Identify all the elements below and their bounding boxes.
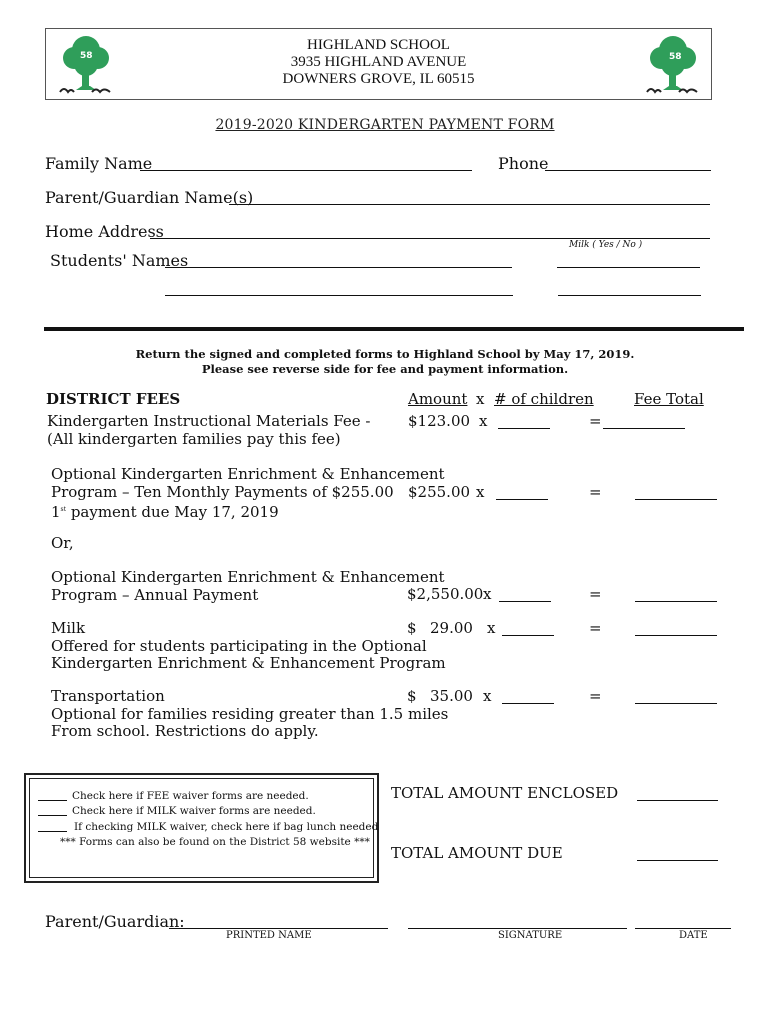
phone-field[interactable] [545,170,711,171]
enrichment-annual-total-field[interactable] [635,601,717,602]
instructional-fee-amount: $123.00 [408,412,471,430]
date-field[interactable] [635,928,731,929]
students-names-label: Students' Names [50,251,189,270]
signature-caption: SIGNATURE [498,930,563,941]
enrichment-monthly-description [51,466,445,522]
parent-guardian-signature-label: Parent/Guardian: [45,912,185,931]
milk-total-field[interactable] [635,635,717,636]
total-enclosed-label: TOTAL AMOUNT ENCLOSED [391,784,619,802]
fee-waiver-checkbox[interactable] [38,800,67,801]
milk-dollar-sign: $ [407,619,417,637]
tree-logo-icon [645,32,701,98]
enrichment-annual-children-field[interactable] [499,601,551,602]
student-name-field-2[interactable] [165,295,513,296]
milk-yes-no-note: Milk ( Yes / No ) [569,240,643,250]
district-website-note: *** Forms can also be found on the District 58 website *** [60,836,370,848]
school-city: DOWNERS GROVE, IL 60515 [282,71,475,87]
enrichment-annual-amount: $2,550.00 [407,585,484,603]
instructional-fee-line2: (All kindergarten families pay this fee) [47,429,341,448]
enrichment-monthly-line2: Program – Ten Monthly Payments of $255.00 [51,482,394,501]
district-fees-heading: DISTRICT FEES [46,390,181,408]
enrichment-annual-description [51,569,445,604]
school-logo-left [58,32,114,98]
enrichment-annual-line1: Optional Kindergarten Enrichment & Enhancement [51,568,445,586]
transportation-amount: 35.00 [430,687,473,705]
parent-guardian-names-field[interactable] [229,204,710,205]
signature-field[interactable] [408,928,627,929]
student-milk-field-2[interactable] [558,295,701,296]
logo-badge: 58 [80,51,93,61]
milk-line1: Milk [51,619,86,637]
transportation-children-field[interactable] [502,703,554,704]
first-payment-due: payment due May 17, 2019 [66,503,279,521]
milk-line3: Kindergarten Enrichment & Enhancement Program [51,654,446,672]
instructional-fee-children-field[interactable] [498,428,550,429]
school-street: 3935 HIGHLAND AVENUE [290,54,467,70]
milk-equals: = [589,619,602,637]
fee-waiver-label: Check here if FEE waiver forms are needed. [72,790,309,802]
instructional-fee-equals: = [589,412,602,430]
transportation-line3: From school. Restrictions do apply. [51,722,319,740]
family-name-label: Family Name [45,154,153,173]
first-payment-number: 1 [51,503,61,521]
student-name-field-1[interactable] [165,267,512,268]
transportation-times: x [483,687,492,705]
enrichment-annual-equals: = [589,585,602,603]
school-name: HIGHLAND SCHOOL [307,37,450,53]
milk-children-field[interactable] [502,635,554,636]
amount-column-header: Amount [408,390,468,408]
milk-line2: Offered for students participating in the Optional [51,636,427,655]
transportation-dollar-sign: $ [407,687,417,705]
instructional-fee-times: x [479,412,488,430]
enrichment-monthly-children-field[interactable] [496,499,548,500]
student-milk-field-1[interactable] [557,267,700,268]
home-address-label: Home Address [45,222,164,241]
or-separator: Or, [51,534,74,552]
instructional-fee-description [47,413,371,448]
first-payment-ordinal: st [60,506,67,513]
school-header [45,28,712,100]
milk-waiver-label: Check here if MILK waiver forms are needed. [72,805,316,817]
total-due-field[interactable] [637,860,718,861]
times-column-header: x [476,390,485,408]
logo-badge: 58 [669,52,682,62]
transportation-equals: = [589,687,602,705]
reverse-side-notice: Please see reverse side for fee and payment information. [201,362,569,376]
milk-waiver-checkbox[interactable] [38,815,67,816]
parent-guardian-names-label: Parent/Guardian Name(s) [45,188,254,207]
section-divider [44,327,744,331]
school-logo-right [645,32,701,98]
enrichment-annual-times: x [483,585,492,603]
form-title: 2019-2020 KINDERGARTEN PAYMENT FORM [215,117,555,133]
enrichment-annual-line2: Program – Annual Payment [51,585,259,604]
enrichment-monthly-total-field[interactable] [635,499,717,500]
transportation-description [51,688,448,741]
school-address-block [46,37,711,88]
enrichment-monthly-amount: $255.00 [408,483,471,501]
date-caption: DATE [679,930,708,941]
enrichment-monthly-equals: = [589,483,602,501]
tree-logo-icon [58,32,114,98]
milk-amount: 29.00 [430,619,473,637]
bag-lunch-label: If checking MILK waiver, check here if bag lunch needed [74,821,379,833]
total-enclosed-field[interactable] [637,800,718,801]
return-deadline-notice: Return the signed and completed forms to Highland School by May 17, 2019. [135,347,635,361]
fee-total-column-header: Fee Total [634,390,704,408]
total-due-label: TOTAL AMOUNT DUE [391,844,563,862]
enrichment-monthly-times: x [476,483,485,501]
transportation-total-field[interactable] [635,703,717,704]
printed-name-caption: PRINTED NAME [226,930,312,941]
phone-label: Phone [498,154,549,173]
instructional-fee-total-field[interactable] [603,428,685,429]
children-column-header: # of children [494,390,594,408]
printed-name-field[interactable] [169,928,388,929]
waiver-box [24,773,379,883]
home-address-field[interactable] [150,238,710,239]
transportation-line2: Optional for families residing greater than 1.5 miles [51,704,449,723]
family-name-field[interactable] [140,170,472,171]
transportation-line1: Transportation [51,687,165,705]
enrichment-monthly-line1: Optional Kindergarten Enrichment & Enhancement [51,465,445,483]
milk-description [51,620,446,673]
milk-times: x [487,619,496,637]
bag-lunch-checkbox[interactable] [38,831,67,832]
enrichment-monthly-line3 [51,501,445,522]
instructional-fee-line1: Kindergarten Instructional Materials Fee - [47,412,371,430]
